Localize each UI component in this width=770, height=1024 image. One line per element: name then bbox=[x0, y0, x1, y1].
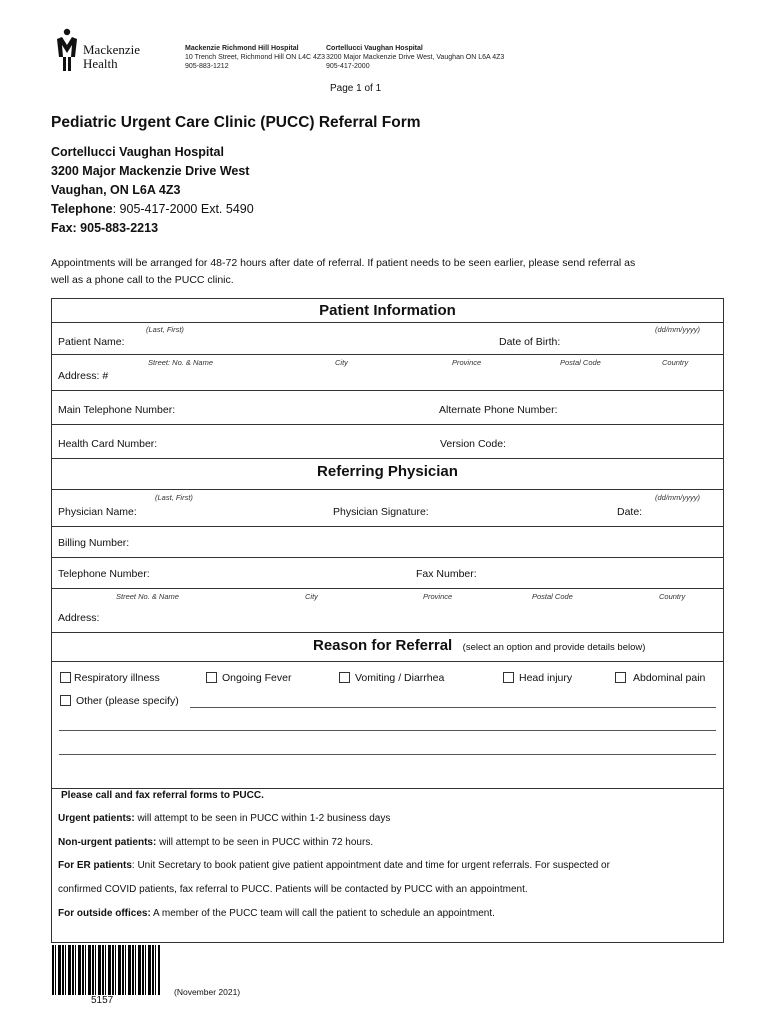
barcode-icon bbox=[52, 945, 160, 995]
location-2-name: Cortellucci Vaughan Hospital bbox=[326, 45, 423, 52]
divider bbox=[51, 588, 724, 589]
logo-text-line1: Mackenzie bbox=[83, 42, 141, 57]
physician-city-hint: City bbox=[305, 592, 318, 601]
logo-text-line2: Health bbox=[83, 56, 118, 71]
patient-country-hint: Country bbox=[662, 358, 689, 367]
reason-title-text: Reason for Referral bbox=[313, 637, 453, 654]
vomiting-diarrhea-label: Vomiting / Diarrhea bbox=[355, 672, 445, 684]
patient-dob-field[interactable]: Date of Birth: bbox=[499, 336, 561, 348]
patient-main-phone-field[interactable]: Main Telephone Number: bbox=[58, 404, 176, 416]
pucc-nonurgent-label: Non-urgent patients: bbox=[58, 837, 157, 848]
mackenzie-health-logo-icon bbox=[54, 27, 80, 73]
head-injury-checkbox[interactable] bbox=[503, 672, 514, 683]
clinic-name: Cortellucci Vaughan Hospital bbox=[51, 145, 224, 159]
clinic-address bbox=[51, 143, 254, 238]
patient-information-title: Patient Information bbox=[319, 302, 456, 319]
patient-province-hint: Province bbox=[452, 358, 482, 367]
pucc-er-label: For ER patients bbox=[58, 860, 132, 871]
respiratory-illness-checkbox[interactable] bbox=[60, 672, 71, 683]
pucc-urgent-text: will attempt to be seen in PUCC within 1-2 business days bbox=[134, 813, 391, 824]
physician-date-field[interactable]: Date: bbox=[617, 506, 643, 518]
respiratory-illness-label: Respiratory illness bbox=[74, 672, 160, 684]
pucc-outside-label: For outside offices: bbox=[58, 908, 151, 919]
page-number: Page 1 of 1 bbox=[330, 83, 382, 94]
pucc-er bbox=[58, 860, 610, 871]
clinic-telephone-label: Telephone bbox=[51, 202, 113, 216]
pucc-nonurgent-text: will attempt to be seen in PUCC within 72 hours. bbox=[156, 837, 374, 848]
clinic-fax: Fax: 905-883-2213 bbox=[51, 221, 159, 235]
form-revision-date: (November 2021) bbox=[174, 987, 241, 997]
divider bbox=[51, 661, 724, 662]
head-injury-label: Head injury bbox=[519, 672, 573, 684]
pucc-urgent bbox=[58, 813, 390, 824]
physician-name-field[interactable]: Physician Name: bbox=[58, 506, 137, 518]
patient-name-hint: (Last, First) bbox=[146, 325, 184, 334]
divider bbox=[51, 354, 724, 355]
physician-telephone-field[interactable]: Telephone Number: bbox=[58, 568, 150, 580]
details-line-1[interactable] bbox=[59, 730, 716, 731]
physician-name-hint: (Last, First) bbox=[155, 493, 193, 502]
health-card-field[interactable]: Health Card Number: bbox=[58, 438, 158, 450]
location-1-name: Mackenzie Richmond Hill Hospital bbox=[185, 45, 299, 52]
physician-country-hint: Country bbox=[659, 592, 686, 601]
pucc-outside-text: A member of the PUCC team will call the patient to schedule an appointment. bbox=[150, 908, 495, 919]
clinic-telephone bbox=[51, 200, 254, 219]
physician-postal-hint: Postal Code bbox=[532, 592, 573, 601]
divider bbox=[51, 458, 724, 459]
patient-address-field[interactable]: Address: # bbox=[58, 370, 109, 382]
other-checkbox[interactable] bbox=[60, 695, 71, 706]
divider bbox=[51, 424, 724, 425]
other-label: Other (please specify) bbox=[76, 695, 179, 707]
patient-street-hint: Street: No. & Name bbox=[148, 358, 214, 367]
reason-title-hint: (select an option and provide details below) bbox=[462, 642, 646, 653]
location-2-block bbox=[326, 44, 504, 71]
pucc-er-continued: confirmed COVID patients, fax referral to PUCC. Patients will be contacted by PUCC with an appointment. bbox=[58, 884, 528, 895]
billing-number-field[interactable]: Billing Number: bbox=[58, 537, 130, 549]
pucc-urgent-label: Urgent patients: bbox=[58, 813, 135, 824]
divider bbox=[51, 526, 724, 527]
reason-for-referral-title bbox=[313, 637, 645, 655]
location-2-phone: 905-417-2000 bbox=[326, 63, 370, 70]
pucc-heading: Please call and fax referral forms to PUCC. bbox=[61, 790, 264, 801]
clinic-city: Vaughan, ON L6A 4Z3 bbox=[51, 183, 181, 197]
location-1-street: 10 Trench Street, Richmond Hill ON L4C 4Z3 bbox=[185, 54, 326, 61]
patient-name-field[interactable]: Patient Name: bbox=[58, 336, 125, 348]
divider bbox=[51, 489, 724, 490]
pucc-outside bbox=[58, 908, 495, 919]
referring-physician-title: Referring Physician bbox=[317, 463, 458, 480]
location-1-phone: 905-883-1212 bbox=[185, 63, 229, 70]
abdominal-pain-checkbox[interactable] bbox=[615, 672, 626, 683]
patient-postal-hint: Postal Code bbox=[560, 358, 601, 367]
location-2-street: 3200 Major Mackenzie Drive West, Vaughan ON L6A 4Z3 bbox=[326, 54, 505, 61]
physician-street-hint: Street No. & Name bbox=[116, 592, 179, 601]
other-specify-line[interactable] bbox=[190, 707, 716, 708]
divider bbox=[51, 632, 724, 633]
clinic-street: 3200 Major Mackenzie Drive West bbox=[51, 164, 250, 178]
abdominal-pain-label: Abdominal pain bbox=[633, 672, 706, 684]
clinic-telephone-value: : 905-417-2000 Ext. 5490 bbox=[112, 202, 254, 216]
divider bbox=[51, 322, 724, 323]
divider bbox=[51, 390, 724, 391]
form-title: Pediatric Urgent Care Clinic (PUCC) Referral Form bbox=[51, 114, 421, 131]
ongoing-fever-checkbox[interactable] bbox=[206, 672, 217, 683]
patient-city-hint: City bbox=[335, 358, 348, 367]
appointment-note bbox=[51, 255, 635, 289]
physician-date-hint: (dd/mm/yyyy) bbox=[655, 493, 700, 502]
physician-address-field[interactable]: Address: bbox=[58, 612, 100, 624]
appointment-note-line2: well as a phone call to the PUCC clinic. bbox=[51, 274, 234, 286]
patient-alt-phone-field[interactable]: Alternate Phone Number: bbox=[439, 404, 558, 416]
physician-signature-field[interactable]: Physician Signature: bbox=[333, 506, 429, 518]
vomiting-diarrhea-checkbox[interactable] bbox=[339, 672, 350, 683]
barcode-number: 5157 bbox=[91, 995, 114, 1006]
patient-physician-box bbox=[51, 298, 724, 789]
details-line-2[interactable] bbox=[59, 754, 716, 755]
version-code-field[interactable]: Version Code: bbox=[440, 438, 506, 450]
ongoing-fever-label: Ongoing Fever bbox=[222, 672, 292, 684]
physician-fax-field[interactable]: Fax Number: bbox=[416, 568, 477, 580]
pucc-nonurgent bbox=[58, 837, 373, 848]
patient-dob-hint: (dd/mm/yyyy) bbox=[655, 325, 700, 334]
location-1-block bbox=[185, 44, 325, 71]
appointment-note-line1: Appointments will be arranged for 48-72 hours after date of referral. If patient needs to be seen earlier, please send referral as bbox=[51, 257, 636, 269]
divider bbox=[51, 557, 724, 558]
pucc-er-text: : Unit Secretary to book patient give patient appointment date and time for urgent referrals. For suspected or bbox=[131, 860, 610, 871]
physician-province-hint: Province bbox=[423, 592, 453, 601]
